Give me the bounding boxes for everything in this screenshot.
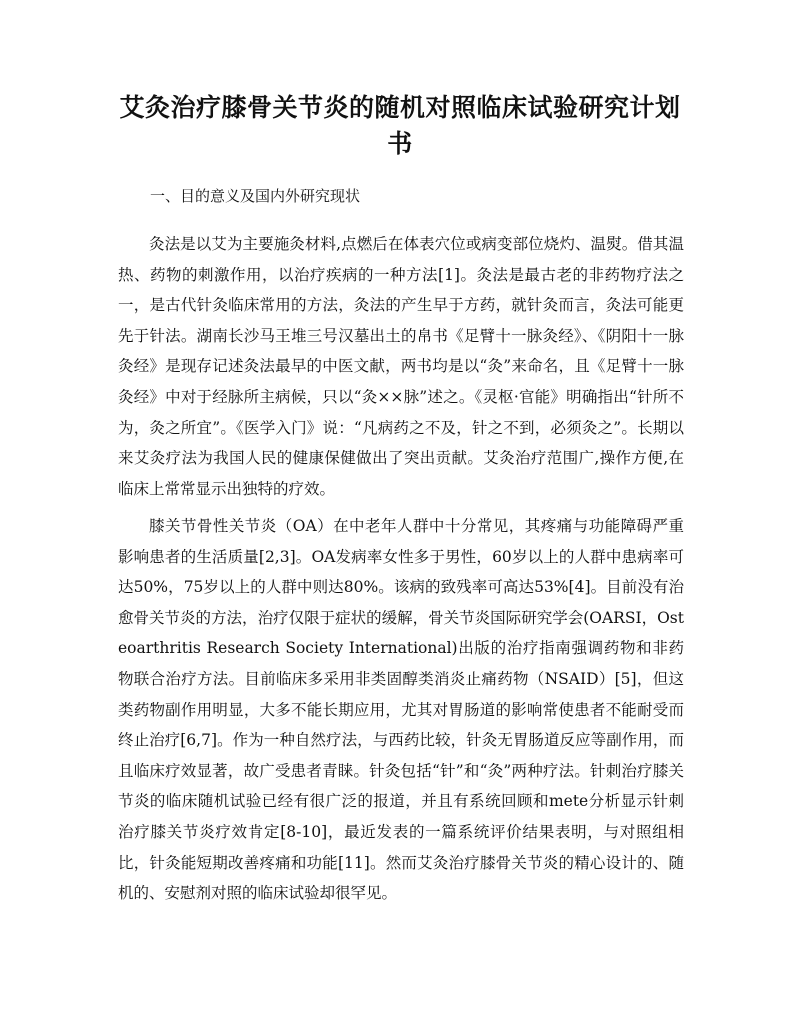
paragraph-moxibustion-background: 灸法是以艾为主要施灸材料,点燃后在体表穴位或病变部位烧灼、温熨。借其温热、药物的刺激作用，以治疗疾病的一种方法[1]。灸法是最古老的非药物疗法之一，是古代针灸临床常用的方法，灸法的产生早于方药，就针灸而言，灸法可能更先于针法。湖南长沙马王堆三号汉墓出土的帛书《足臂十一脉灸经》、《阴阳十一脉灸经》是现存记述灸法最早的中医文献，两书均是以“灸”来命名，且《足臂十一脉灸经》中对于经脉所主病候，只以“灸××脉”述之。《灵枢·官能》明确指出“针所不为，灸之所宜”。《医学入门》说：“凡病药之不及，针之不到，必须灸之”。长期以来艾灸疗法为我国人民的健康保健做出了突出贡献。艾灸治疗范围广,操作方便,在临床上常常显示出独特的疗效。 <box>118 235 684 498</box>
section-heading: 一、目的意义及国内外研究现状 <box>150 187 361 205</box>
paragraph-knee-osteoarthritis: 膝关节骨性关节炎（OA）在中老年人群中十分常见，其疼痛与功能障碍严重影响患者的生活质量[2,3]。OA发病率女性多于男性，60岁以上的人群中患病率可达50%，75岁以上的人群中则达80%。该病的致残率可高达53%[4]。目前没有治愈骨关节炎的方法，治疗仅限于症状的缓解，骨关节炎国际研究学会(OARSI，Osteoarthritis Research Society International)出版的治疗指南强调药物和非药物联合治疗方法。目前临床多采用非类固醇类消炎止痛药物（NSAID）[5]，但这类药物副作用明显，大多不能长期应用，尤其对胃肠道的影响常使患者不能耐受而终止治疗[6,7]。作为一种自然疗法，与西药比较，针灸无胃肠道反应等副作用，而且临床疗效显著，故广受患者青睐。针灸包括“针”和“灸”两种疗法。针刺治疗膝关节炎的临床随机试验已经有很广泛的报道，并且有系统回顾和mete分析显示针刺治疗膝关节炎疗效肯定[8-10]，最近发表的一篇系统评价结果表明，与对照组相比，针灸能短期改善疼痛和功能[11]。然而艾灸治疗膝骨关节炎的精心设计的、随机的、安慰剂对照的临床试验却很罕见。 <box>118 517 684 903</box>
document-title: 艾灸治疗膝骨关节炎的随机对照临床试验研究计划书 <box>119 93 681 158</box>
